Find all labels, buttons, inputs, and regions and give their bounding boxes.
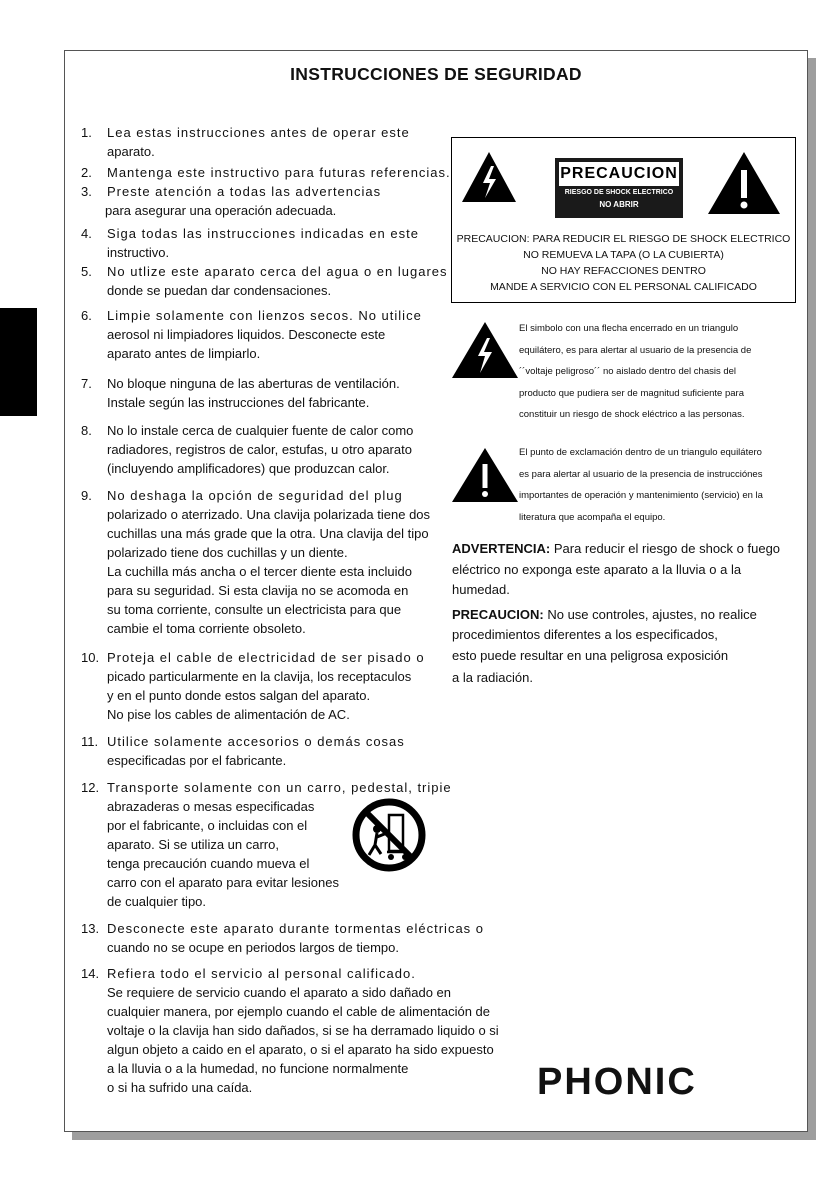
item-number: 2.	[81, 165, 92, 180]
item-line: y en el punto donde estos salgan del aparato.	[107, 688, 371, 703]
item-line: o si ha sufrido una caída.	[107, 1080, 253, 1095]
cart-warning-icon	[351, 797, 427, 873]
item-line: donde se puedan dar condensaciones.	[107, 283, 332, 298]
instruction-item	[81, 374, 461, 412]
instruction-item	[81, 182, 461, 220]
lightning-symbol-explanation	[519, 318, 799, 426]
item-line: para asegurar una operación adecuada.	[105, 203, 337, 218]
item-line: (incluyendo amplificadores) que produzcan calor.	[107, 461, 390, 476]
item-line: Instale según las instrucciones del fabricante.	[107, 395, 370, 410]
item-line: Desconecte este aparato durante tormentas eléctricas o	[107, 921, 485, 936]
item-line: Utilice solamente accesorios o demás cosas	[107, 734, 405, 749]
precaucion-line	[452, 605, 802, 626]
item-line: Proteja el cable de electricidad de ser pisado o	[107, 650, 425, 665]
item-number: 13.	[81, 921, 100, 936]
precaucion-text: No use controles, ajustes, no realice	[543, 606, 757, 622]
item-line: cuando no se ocupe en periodos largos de tiempo.	[107, 940, 399, 955]
item-line: Limpie solamente con lienzos secos. No utilice	[107, 308, 422, 323]
warning-line: PRECAUCION: PARA REDUCIR EL RIESGO DE SHOCK ELECTRICO	[456, 233, 791, 245]
symbol-line: importantes de operación y mantenimiento (servicio) en la	[519, 490, 763, 501]
symbol-line: El simbolo con una flecha encerrado en un triangulo	[519, 323, 739, 334]
item-line: No deshaga la opción de seguridad del plug	[107, 488, 403, 503]
instruction-item	[81, 421, 461, 478]
caution-label-panel	[555, 158, 683, 218]
item-line: Preste atención a todas las advertencias	[107, 184, 382, 199]
item-line: voltaje o la clavija han sido dañados, si se ha derramado liquido o si	[107, 1023, 499, 1038]
brand-logo: PHONIC	[537, 1061, 697, 1103]
instruction-item	[81, 732, 461, 770]
lightning-triangle-icon	[460, 150, 518, 204]
advertencia-line	[452, 539, 802, 560]
precaucion-text: procedimientos diferentes a los especificados,	[452, 627, 718, 642]
warning-notes	[452, 539, 802, 689]
item-line: instructivo.	[107, 245, 170, 260]
advertencia-text: humedad.	[452, 582, 510, 597]
symbol-line: equilátero, es para alertar al usuario de la presencia de	[519, 344, 752, 356]
lightning-triangle-icon	[451, 321, 519, 379]
instruction-item	[81, 919, 485, 957]
item-line: aerosol ni limpiadores liquidos. Desconecte este	[107, 327, 386, 342]
item-number: 9.	[81, 488, 92, 503]
item-line: aparato. Si se utiliza un carro,	[107, 837, 279, 852]
symbol-line: es para alertar al usuario de la presencia de instrucciónes	[519, 468, 763, 480]
item-line: carro con el aparato para evitar lesiones	[107, 875, 339, 890]
precaucion-text: a la radiación.	[452, 670, 533, 685]
warning-line: NO HAY REFACCIONES DENTRO	[541, 265, 706, 277]
item-number: 3.	[81, 184, 92, 199]
item-line: No lo instale cerca de cualquier fuente de calor como	[107, 423, 414, 438]
item-line: su toma corriente, consulte un electricista para que	[107, 602, 402, 617]
item-line: cuchillas una más grade que la otra. Una clavija del tipo	[107, 526, 429, 541]
section-tab	[0, 308, 37, 416]
item-line: La cuchilla más ancha o el tercer diente esta incluido	[107, 564, 412, 579]
item-number: 4.	[81, 226, 92, 241]
warning-line: MANDE A SERVICIO CON EL PERSONAL CALIFICADO	[490, 281, 757, 293]
symbol-line: constituir un riesgo de shock eléctrico a las personas.	[519, 409, 745, 420]
page-title: INSTRUCCIONES DE SEGURIDAD	[290, 64, 582, 84]
caution-no-open-text: NO ABRIR	[599, 200, 639, 209]
instruction-item	[81, 306, 461, 363]
symbol-line: producto que pudiera ser de magnitud suficiente para	[519, 387, 744, 399]
item-line: No utlize este aparato cerca del agua o en lugares	[107, 264, 448, 279]
item-line: Refiera todo el servicio al personal calificado.	[107, 966, 416, 981]
item-line: cualquier manera, por ejemplo cuando el cable de alimentación de	[107, 1004, 491, 1019]
advertencia-text: Para reducir el riesgo de shock o fuego	[550, 541, 781, 556]
document-page	[64, 50, 808, 1132]
item-line: No pise los cables de alimentación de AC.	[107, 707, 350, 722]
symbol-line: El punto de exclamación dentro de un triangulo equilátero	[519, 447, 762, 458]
item-line: especificadas por el fabricante.	[107, 753, 287, 768]
item-line: cambie el toma corriente obsoleto.	[107, 621, 306, 636]
instruction-item	[81, 648, 461, 724]
item-line: para su seguridad. Si esta clavija no se acomoda en	[107, 583, 409, 598]
item-line: Se requiere de servicio cuando el aparato a sido dañado en	[107, 985, 452, 1000]
item-number: 14.	[81, 966, 100, 981]
item-line: picado particularmente en la clavija, los receptaculos	[107, 669, 412, 684]
exclamation-triangle-icon	[706, 150, 782, 216]
item-line: algun objeto a caido en el aparato, o si el aparato ha sido expuesto	[107, 1042, 494, 1057]
item-number: 11.	[81, 734, 99, 749]
instruction-item	[81, 964, 499, 1097]
caution-warning-box	[451, 137, 796, 303]
item-number: 8.	[81, 423, 92, 438]
item-line: de cualquier tipo.	[107, 894, 207, 909]
exclamation-symbol-explanation	[519, 442, 799, 528]
item-number: 12.	[81, 780, 100, 795]
item-line: aparato antes de limpiarlo.	[107, 346, 261, 361]
caution-shock-text: RIESGO DE SHOCK ELECTRICO	[564, 189, 674, 196]
item-line: por el fabricante, o incluidas con el	[107, 818, 308, 833]
item-number: 6.	[81, 308, 92, 323]
instruction-item	[81, 486, 461, 638]
instruction-item	[81, 224, 461, 262]
instruction-item	[81, 123, 461, 161]
instruction-item	[81, 163, 461, 182]
symbol-line: ´´voltaje peligroso´´ no aislado dentro del chasis del	[519, 366, 737, 377]
symbol-line: literatura que acompaña el equipo.	[519, 511, 666, 523]
item-number: 10.	[81, 650, 100, 665]
item-number: 7.	[81, 376, 92, 391]
item-number: 5.	[81, 264, 92, 279]
item-line: polarizado tiene dos cuchillas y un diente.	[107, 545, 348, 560]
warning-line: NO REMUEVA LA TAPA (O LA CUBIERTA)	[523, 249, 724, 261]
item-line: a la lluvia o a la humedad, no funcione normalmente	[107, 1061, 409, 1076]
precaucion-label: PRECAUCION:	[452, 606, 544, 622]
caution-word: PRECAUCION	[559, 162, 679, 186]
item-line: radiadores, registros de calor, estufas, u otro aparato	[107, 442, 412, 457]
item-line: abrazaderas o mesas especificadas	[107, 799, 315, 814]
precaucion-text: esto puede resultar en una peligrosa exposición	[452, 647, 729, 663]
item-line: Mantenga este instructivo para futuras referencias.	[107, 165, 451, 180]
exclamation-triangle-icon	[451, 447, 519, 503]
advertencia-text: eléctrico no exponga este aparato a la lluvia o a la	[452, 561, 742, 577]
item-line: polarizado o aterrizado. Una clavija polarizada tiene dos	[107, 507, 431, 522]
item-line: Siga todas las instrucciones indicadas en este	[107, 226, 419, 241]
item-number: 1.	[81, 125, 92, 140]
item-line: No bloque ninguna de las aberturas de ventilación.	[107, 376, 400, 391]
advertencia-label: ADVERTENCIA:	[452, 541, 551, 556]
item-line: Transporte solamente con un carro, pedestal, tripie	[107, 780, 452, 795]
item-line: aparato.	[107, 144, 155, 159]
instruction-item	[81, 262, 461, 300]
item-line: Lea estas instrucciones antes de operar este	[107, 125, 410, 140]
item-line: tenga precaución cuando mueva el	[107, 856, 310, 871]
